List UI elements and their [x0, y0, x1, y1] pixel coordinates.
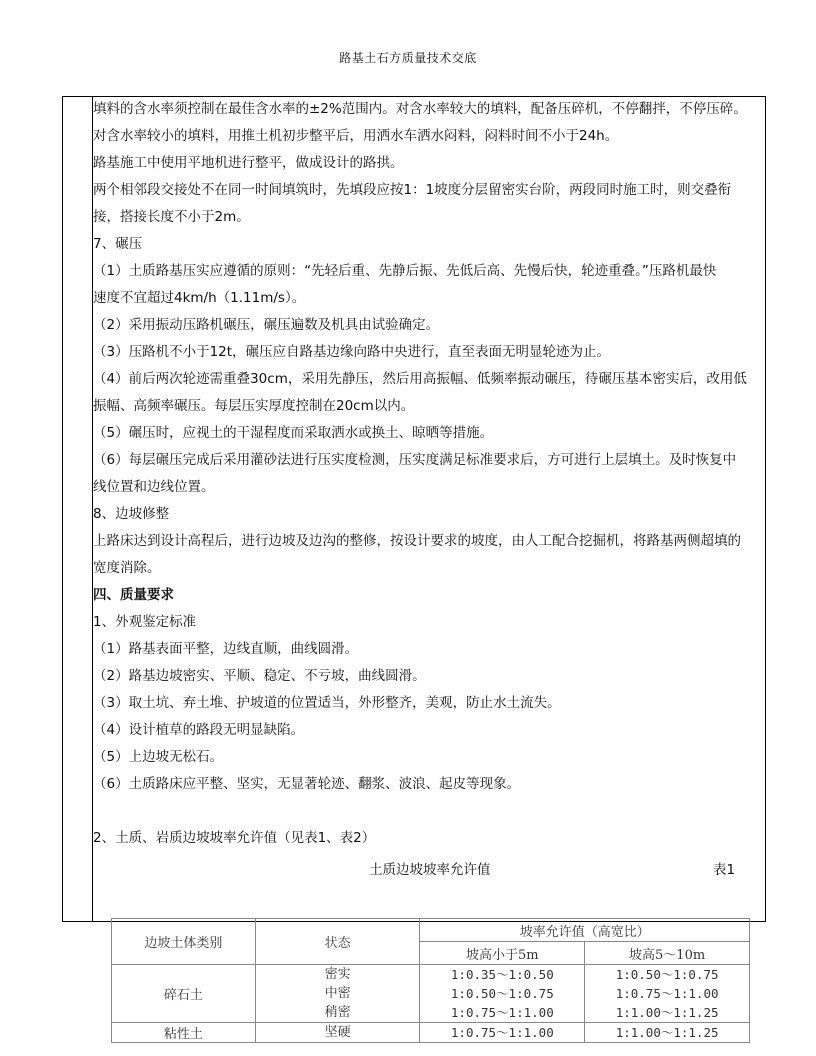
page-title: 路基土石方质量技术交底 [339, 51, 477, 65]
row-state: 中密 [324, 986, 351, 1001]
left-label-column [62, 96, 93, 922]
body-line: （1）路基表面平整，边线直顺，曲线圆滑。 [93, 641, 359, 657]
header-under5: 坡高小于5m [420, 942, 585, 965]
body-line: （6）每层碾压完成后采用灌砂法进行压实度检测，压实度满足标准要求后，方可进行上层填土。及时恢复中 [93, 452, 737, 468]
body-line: 四、质量要求 [93, 587, 174, 603]
body-line: （2）路基边坡密实、平顺、稳定、不亏坡，曲线圆滑。 [93, 668, 426, 684]
row-value: 1:0.75～1:1.00 [450, 1005, 554, 1020]
header-state: 状态 [255, 919, 420, 965]
row-value: 1:1.00～1:1.25 [615, 1025, 719, 1040]
header-category: 边坡土体类别 [112, 919, 256, 965]
row-value: 1:0.75～1:1.00 [615, 986, 719, 1001]
body-line: 接，搭接长度不小于2m。 [93, 209, 250, 225]
row-under5 [420, 1023, 585, 1043]
body-line: 8、边坡修整 [93, 506, 170, 522]
row-category: 粘性土 [112, 1023, 256, 1043]
row-value: 1:0.75～1:1.00 [450, 1025, 554, 1040]
header-5to10: 坡高5～10m [585, 942, 750, 965]
table-row [112, 965, 750, 1023]
body-line: 对含水率较小的填料，用推土机初步整平后，用洒水车洒水闷料，闷料时间不小于24h。 [93, 128, 619, 144]
body-line: 两个相邻段交接处不在同一时间填筑时，先填段应按1：1坡度分层留密实台阶，两段同时施工时，则交叠衔 [93, 182, 732, 198]
row-states [255, 1023, 420, 1043]
body-line: 振幅、高频率碾压。每层压实厚度控制在20cm以内。 [93, 398, 415, 414]
row-states [255, 965, 420, 1023]
header-allowed: 坡率允许值（高宽比） [420, 919, 750, 942]
body-line: 上路床达到设计高程后，进行边坡及边沟的整修，按设计要求的坡度，由人工配合挖掘机，将路基两侧超填的 [93, 533, 741, 549]
row-state: 密实 [324, 967, 351, 982]
row-category: 碎石土 [112, 965, 256, 1023]
body-line: 速度不宜超过4km/h（1.11m/s）。 [93, 290, 306, 306]
body-line: （5）上边坡无松石。 [93, 749, 224, 765]
table-row [112, 1023, 750, 1043]
row-value: 1:0.50～1:0.75 [615, 967, 719, 982]
row-value: 1:1.00～1:1.25 [615, 1005, 719, 1020]
body-line: 1、外观鉴定标准 [93, 614, 197, 630]
body-line [93, 798, 765, 825]
body-line: （1）土质路基压实应遵循的原则：“先轻后重、先静后振、先低后高、先慢后快，轮迹重叠。”压路机最快 [93, 263, 717, 279]
row-state: 稍密 [324, 1005, 351, 1020]
row-under5 [420, 965, 585, 1023]
body-line: （2）采用振动压路机碾压，碾压遍数及机具由试验确定。 [93, 317, 440, 333]
body-line: （4）设计植草的路段无明显缺陷。 [93, 722, 305, 738]
body-line: 宽度消除。 [93, 560, 161, 576]
row-state: 坚硬 [324, 1025, 351, 1040]
body-line: （5）碾压时，应视土的干湿程度而采取洒水或换土、晾晒等措施。 [93, 425, 494, 441]
row-5to10 [585, 965, 750, 1023]
body-line: （3）取土坑、弃土堆、护坡道的位置适当，外形整齐，美观，防止水土流失。 [93, 695, 561, 711]
table-caption-number: 表1 [713, 862, 736, 878]
row-value: 1:0.35～1:0.50 [450, 967, 554, 982]
body-text [93, 96, 765, 852]
table-caption [93, 857, 765, 884]
body-line: 2、土质、岩质边坡坡率允许值（见表1、表2） [93, 830, 376, 846]
body-line: 路基施工中使用平地机进行整平，做成设计的路拱。 [93, 155, 404, 171]
body-line: （3）压路机不小于12t，碾压应自路基边缘向路中央进行，直至表面无明显轮迹为止。 [93, 344, 611, 360]
body-line: 填料的含水率须控制在最佳含水率的±2%范围内。对含水率较大的填料，配备压碎机，不停翻拌，不停压碎。 [93, 101, 747, 117]
body-line: 线位置和边线位置。 [93, 479, 215, 495]
table-caption-title: 土质边坡坡率允许值 [369, 862, 491, 878]
body-line: 7、碾压 [93, 236, 143, 252]
row-5to10 [585, 1023, 750, 1043]
slope-table [111, 918, 750, 1043]
body-line: （4）前后两次轮迹需重叠30cm，采用先静压，然后用高振幅、低频率振动碾压，待碾压基本密实后，改用低 [93, 371, 747, 387]
body-line: （6）土质路床应平整、坚实，无显著轮迹、翻浆、波浪、起皮等现象。 [93, 776, 521, 792]
row-value: 1:0.50～1:0.75 [450, 986, 554, 1001]
